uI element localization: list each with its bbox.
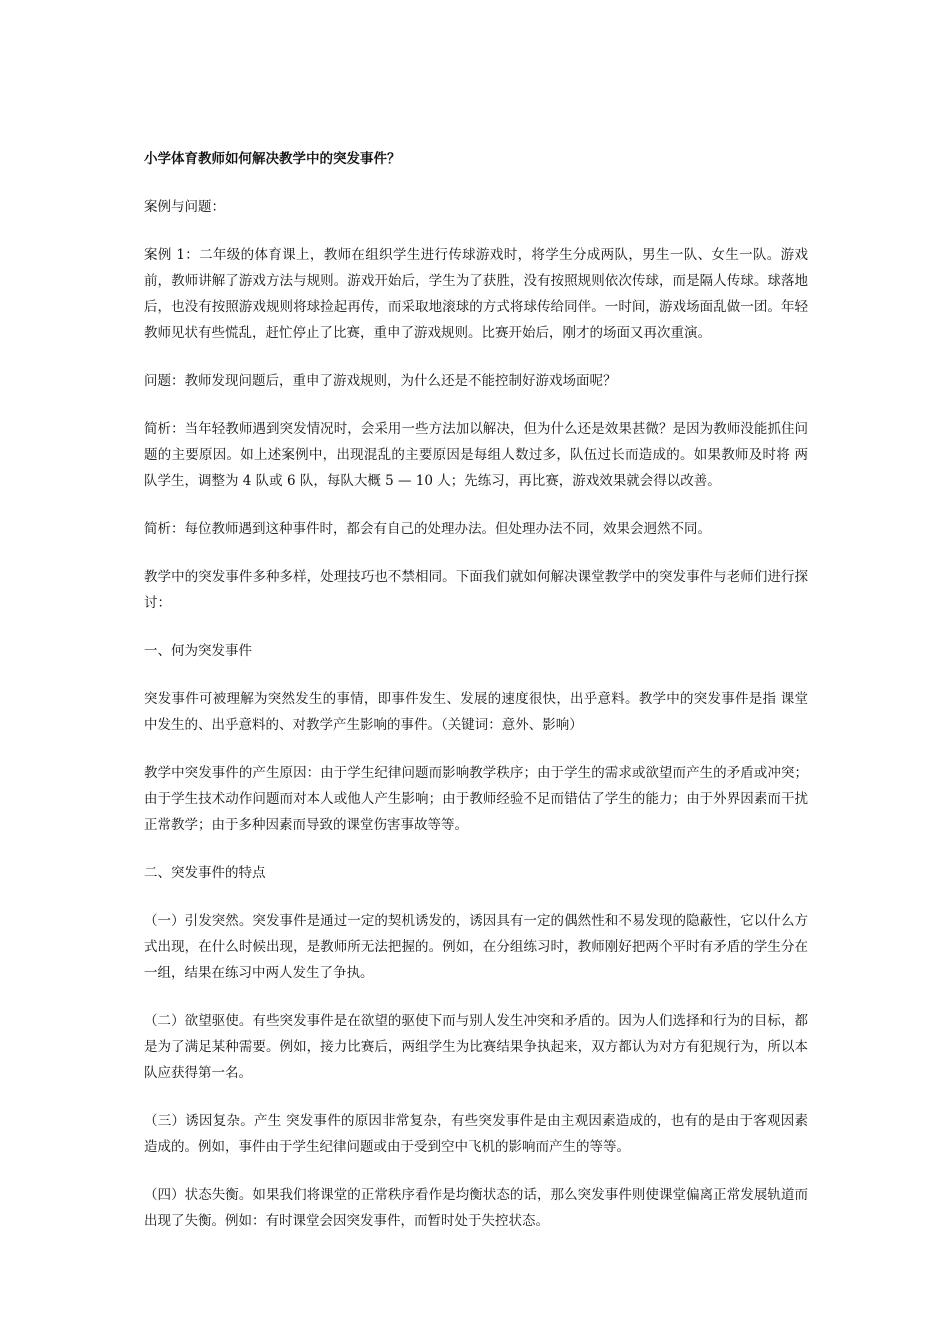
paragraph-intro: 教学中的突发事件多种多样，处理技巧也不禁相同。下面我们就如何解决课堂教学中的突发事件与老师们进行探讨：	[144, 569, 808, 611]
paragraph-analysis-1: 简析：当年轻教师遇到突发情况时，会采用一些方法加以解决，但为什么还是效果甚微？是因为教师没能抓住问题的主要原因。如上述案例中，出现混乱的主要原因是每组人数过多，队伍过长而造成的。如果教师及时将 两队学生，调整为 4 队或 6 队，每队大概 5 — 10 人；先练习，再比赛，游戏效果就会得以改善。	[144, 421, 808, 489]
document-title: 小学体育教师如何解决教学中的突发事件？	[144, 151, 401, 167]
section-heading-1: 一、何为突发事件	[144, 643, 252, 659]
paragraph-feature-1: （一）引发突然。突发事件是通过一定的契机诱发的，诱因具有一定的偶然性和不易发现的隐蔽性，它以什么方式出现，在什么时候出现，是教师所无法把握的。例如，在分组练习时，教师刚好把两个平时有矛盾的学生分在一组，结果在练习中两人发生了争执。	[144, 913, 808, 981]
paragraph-definition: 突发事件可被理解为突然发生的事情，即事件发生、发展的速度很快，出乎意料。教学中的突发事件是指 课堂中发生的、出乎意料的、对教学产生影响的事件。（关键词：意外、影响）	[144, 691, 808, 733]
paragraph-case-heading: 案例与问题：	[144, 199, 225, 215]
section-heading-2: 二、突发事件的特点	[144, 865, 266, 881]
paragraph-case-1: 案例 1：二年级的体育课上，教师在组织学生进行传球游戏时，将学生分成两队，男生一队、女生一队。游戏前，教师讲解了游戏方法与规则。游戏开始后，学生为了获胜，没有按照规则依次传球，而是隔人传球。球落地后，也没有按照游戏规则将球捡起再传，而采取地滚球的方式将球传给同伴。一时间，游戏场面乱做一团。年轻教师见状有些慌乱，赶忙停止了比赛，重申了游戏规则。比赛开始后，刚才的场面又再次重演。	[144, 247, 808, 341]
paragraph-analysis-2: 简析：每位教师遇到这种事件时，都会有自己的处理办法。但处理办法不同，效果会迥然不同。	[144, 521, 711, 537]
paragraph-feature-4: （四）状态失衡。如果我们将课堂的正常秩序看作是均衡状态的话，那么突发事件则使课堂偏离正常发展轨道而出现了失衡。例如：有时课堂会因突发事件，而暂时处于失控状态。	[144, 1187, 808, 1229]
paragraph-feature-3: （三）诱因复杂。产生 突发事件的原因非常复杂，有些突发事件是由主观因素造成的，也有的是由于客观因素造成的。例如，事件由于学生纪律问题或由于受到空中飞机的影响而产生的等等。	[144, 1113, 808, 1155]
paragraph-question: 问题：教师发现问题后，重申了游戏规则，为什么还是不能控制好游戏场面呢？	[144, 373, 617, 389]
paragraph-feature-2: （二）欲望驱使。有些突发事件是在欲望的驱使下而与别人发生冲突和矛盾的。因为人们选择和行为的目标，都是为了满足某种需要。例如，接力比赛后，两组学生为比赛结果争执起来，双方都认为对方有犯规行为，所以本队应获得第一名。	[144, 1013, 808, 1081]
document-page	[144, 146, 808, 1256]
paragraph-causes: 教学中突发事件的产生原因：由于学生纪律问题而影响教学秩序；由于学生的需求或欲望而产生的矛盾或冲突；由于学生技术动作问题而对本人或他人产生影响；由于教师经验不足而错估了学生的能力；由于外界因素而干扰正常教学；由于多种因素而导致的课堂伤害事故等等。	[144, 765, 808, 833]
